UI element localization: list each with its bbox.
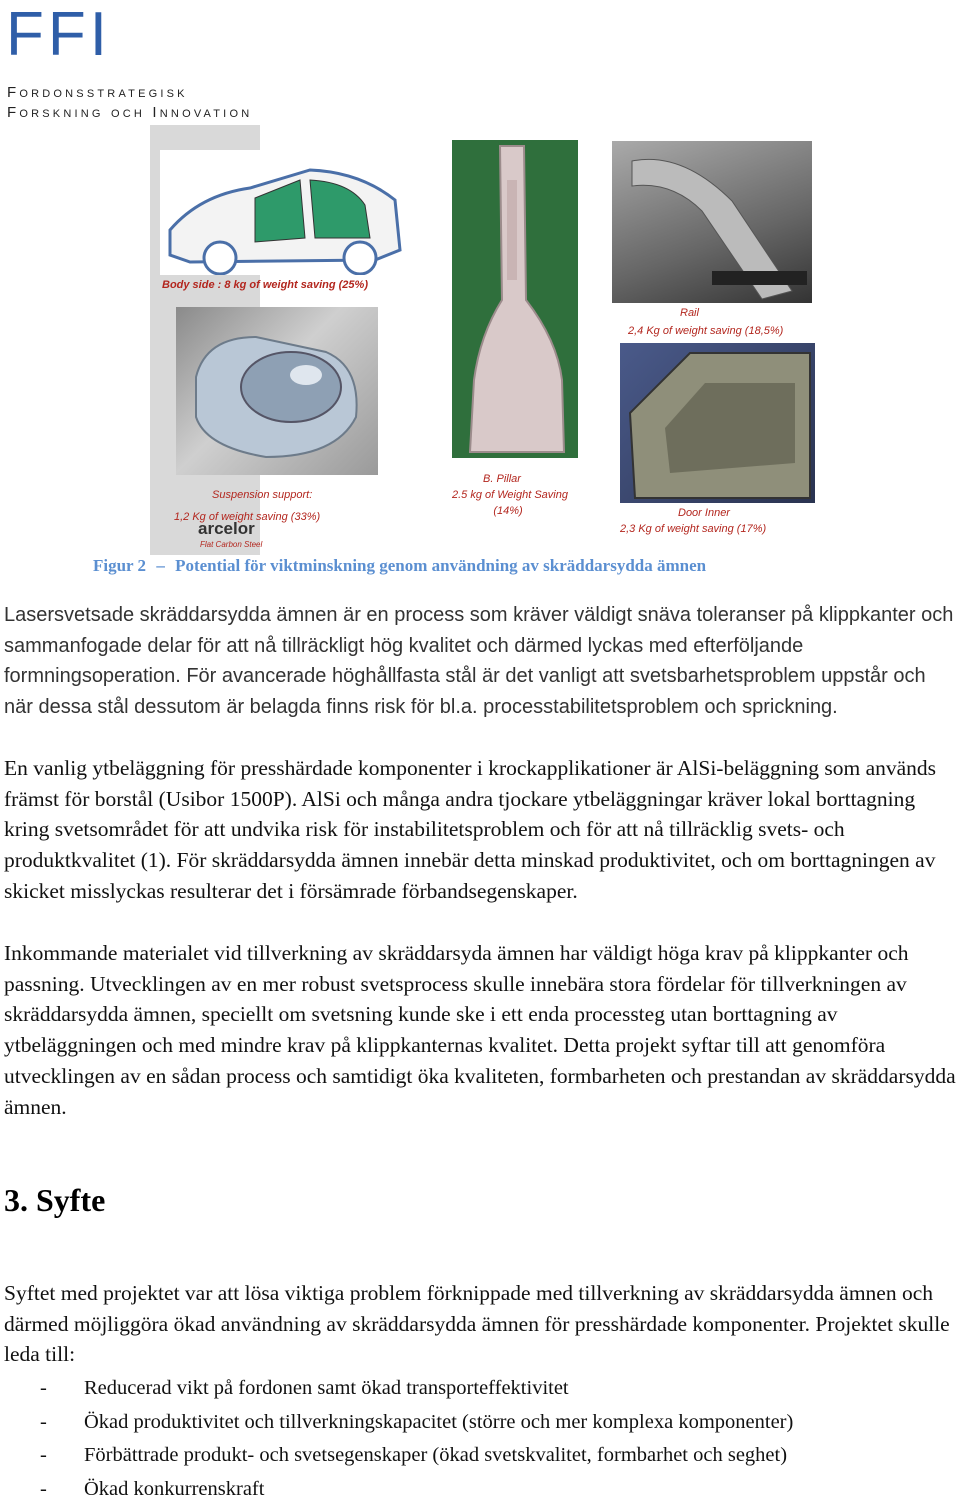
list-item: - Ökad produktivitet och tillverkningskapacitet (större och mer komplexa komponenter) xyxy=(40,1406,940,1440)
b-pillar-label-2: 2.5 kg of Weight Saving xyxy=(440,487,580,503)
paragraph-1-serif: En vanlig ytbeläggning för presshärdade komponenter i krockapplikationer är AlSi-beläggning som används främst för borstål (Usibor 1500P). AlSi och många andra tjockare ytbeläggningar kräver lokal borttagning kring svetsområdet för att undvika risk för instabilitetsproblem och för att nå tillräcklig svets- och produktkvalitet (1). För skräddarsydda ämnen innebär detta minskad produktivitet, och om borttagningen av skicket misslyckas resulterar det i försämrade förbandsegenskaper. xyxy=(4,753,959,907)
paragraph-3: Syftet med projektet var att lösa viktiga problem förknippade med tillverkning av skräddarsydda ämnen och därmed möjliggöra ökad användning av skräddarsydda ämnen för presshärdade komponenter. Projektet skulle leda till: xyxy=(4,1278,959,1370)
list-item: - Reducerad vikt på fordonen samt ökad transporteffektivitet xyxy=(40,1372,940,1406)
body-side-image xyxy=(160,150,410,275)
b-pillar-label-1: B. Pillar xyxy=(452,471,552,487)
paragraph-1-sans: Lasersvetsade skräddarsydda ämnen är en process som kräver väldigt snäva toleranser på klippkanter och sammanfogade delar för att nå tillräckligt hög kvalitet och därmed lyckas med efterföljande formningsoperation. För avancerade höghållfasta stål är det vanligt att svetsbarhetsproblem uppstår och när dessa stål dessutom är belagda finns risk för bl.a. processtabilitetsproblem och sprickning. xyxy=(4,600,959,722)
arcelor-sub: Flat Carbon Steel xyxy=(200,537,300,553)
caption-text: Potential för viktminskning genom användning av skräddarsydda ämnen xyxy=(175,556,706,575)
ffi-logo: FFI xyxy=(6,4,111,66)
rail-image xyxy=(612,141,812,303)
list-item: - Ökad konkurrenskraft xyxy=(40,1473,940,1506)
figure-caption xyxy=(93,556,712,576)
caption-number: Figur 2 xyxy=(93,556,146,575)
door-label-2: 2,3 Kg of weight saving (17%) xyxy=(620,521,820,537)
suspension-label-1: Suspension support: xyxy=(212,487,352,503)
logo-line-1: Fordonsstrategisk xyxy=(7,84,188,101)
suspension-support-image xyxy=(176,307,378,475)
body-side-label: Body side : 8 kg of weight saving (25%) xyxy=(162,277,412,293)
suspension-label-2: 1,2 Kg of weight saving (33%) xyxy=(174,509,374,525)
rail-label-2: 2,4 Kg of weight saving (18,5%) xyxy=(628,323,828,339)
section-heading: 3. Syfte xyxy=(4,1182,105,1219)
list-item: - Förbättrade produkt- och svetsegenskaper (ökad svetskvalitet, formbarhet och seghet) xyxy=(40,1439,940,1473)
figure-weight-saving xyxy=(150,125,820,555)
door-inner-image xyxy=(620,343,815,503)
paragraph-2: Inkommande materialet vid tillverkning av skräddarsyda ämnen har väldigt höga krav på klippkanter och passning. Utvecklingen av en mer robust svetsprocess skulle innebära stora fördelar för tillverkningen av skräddarsydda ämnen, speciellt om svetsning kunde ske i ett enda processteg utan borttagning av ytbeläggningen och med mindre krav på klippkanternas kvalitet. Detta projekt syftar till att genomföra utvecklingen av en sådan process och samtidigt öka kvaliteten, formbarheten och prestandan av skräddarsydda ämnen. xyxy=(4,938,959,1122)
caption-dash: – xyxy=(156,556,165,575)
logo-line-2: Forskning och Innovation xyxy=(7,104,252,121)
arcelor-logo: arcelor xyxy=(198,521,298,537)
b-pillar-image xyxy=(452,140,578,458)
door-label-1: Door Inner xyxy=(678,505,778,521)
rail-label-1: Rail xyxy=(680,305,740,321)
b-pillar-label-3: (14%) xyxy=(458,503,558,519)
goal-list xyxy=(40,1372,940,1506)
